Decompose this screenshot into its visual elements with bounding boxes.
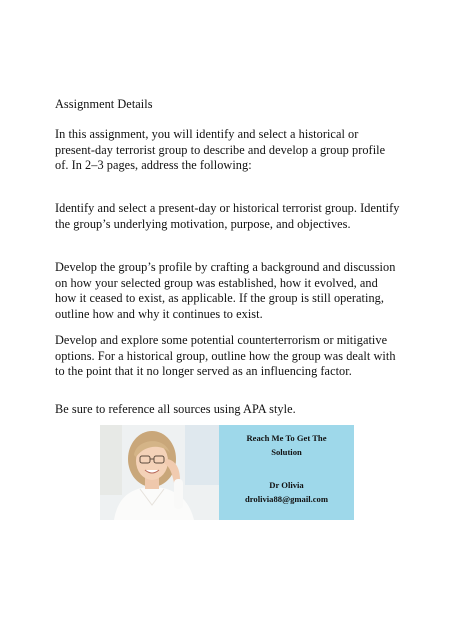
contact-name: Dr Olivia — [269, 480, 304, 490]
cta-text: Solution — [271, 447, 302, 457]
cta-text: Reach Me To Get The — [246, 433, 327, 443]
intro-paragraph: In this assignment, you will identify and select a historical or present-day terrorist group to describe and develop a group profile of. In 2–3 pages, address the following: — [55, 127, 386, 173]
contact-panel — [219, 425, 354, 520]
promo-banner — [100, 425, 354, 520]
instruction-paragraph: Develop the group’s profile by crafting a background and discussion on how your selected group was established, how it evolved, and how it ceased to exist, as applicable. If the group is still operating, outline how and why it continues to exist. — [55, 260, 396, 321]
instruction-paragraph: Develop and explore some potential counterterrorism or mitigative options. For a historical group, outline how the group was dealt with to the point that it no longer served as an influencing factor. — [55, 333, 396, 379]
instruction-paragraph: Be sure to reference all sources using APA style. — [55, 402, 296, 416]
woman-with-glasses-photo — [100, 425, 219, 520]
instruction-paragraph: Identify and select a present-day or historical terrorist group. Identify the group’s underlying motivation, purpose, and objectives. — [55, 201, 400, 231]
contact-email[interactable]: drolivia88@gmail.com — [244, 494, 329, 504]
document-heading: Assignment Details — [55, 97, 153, 111]
